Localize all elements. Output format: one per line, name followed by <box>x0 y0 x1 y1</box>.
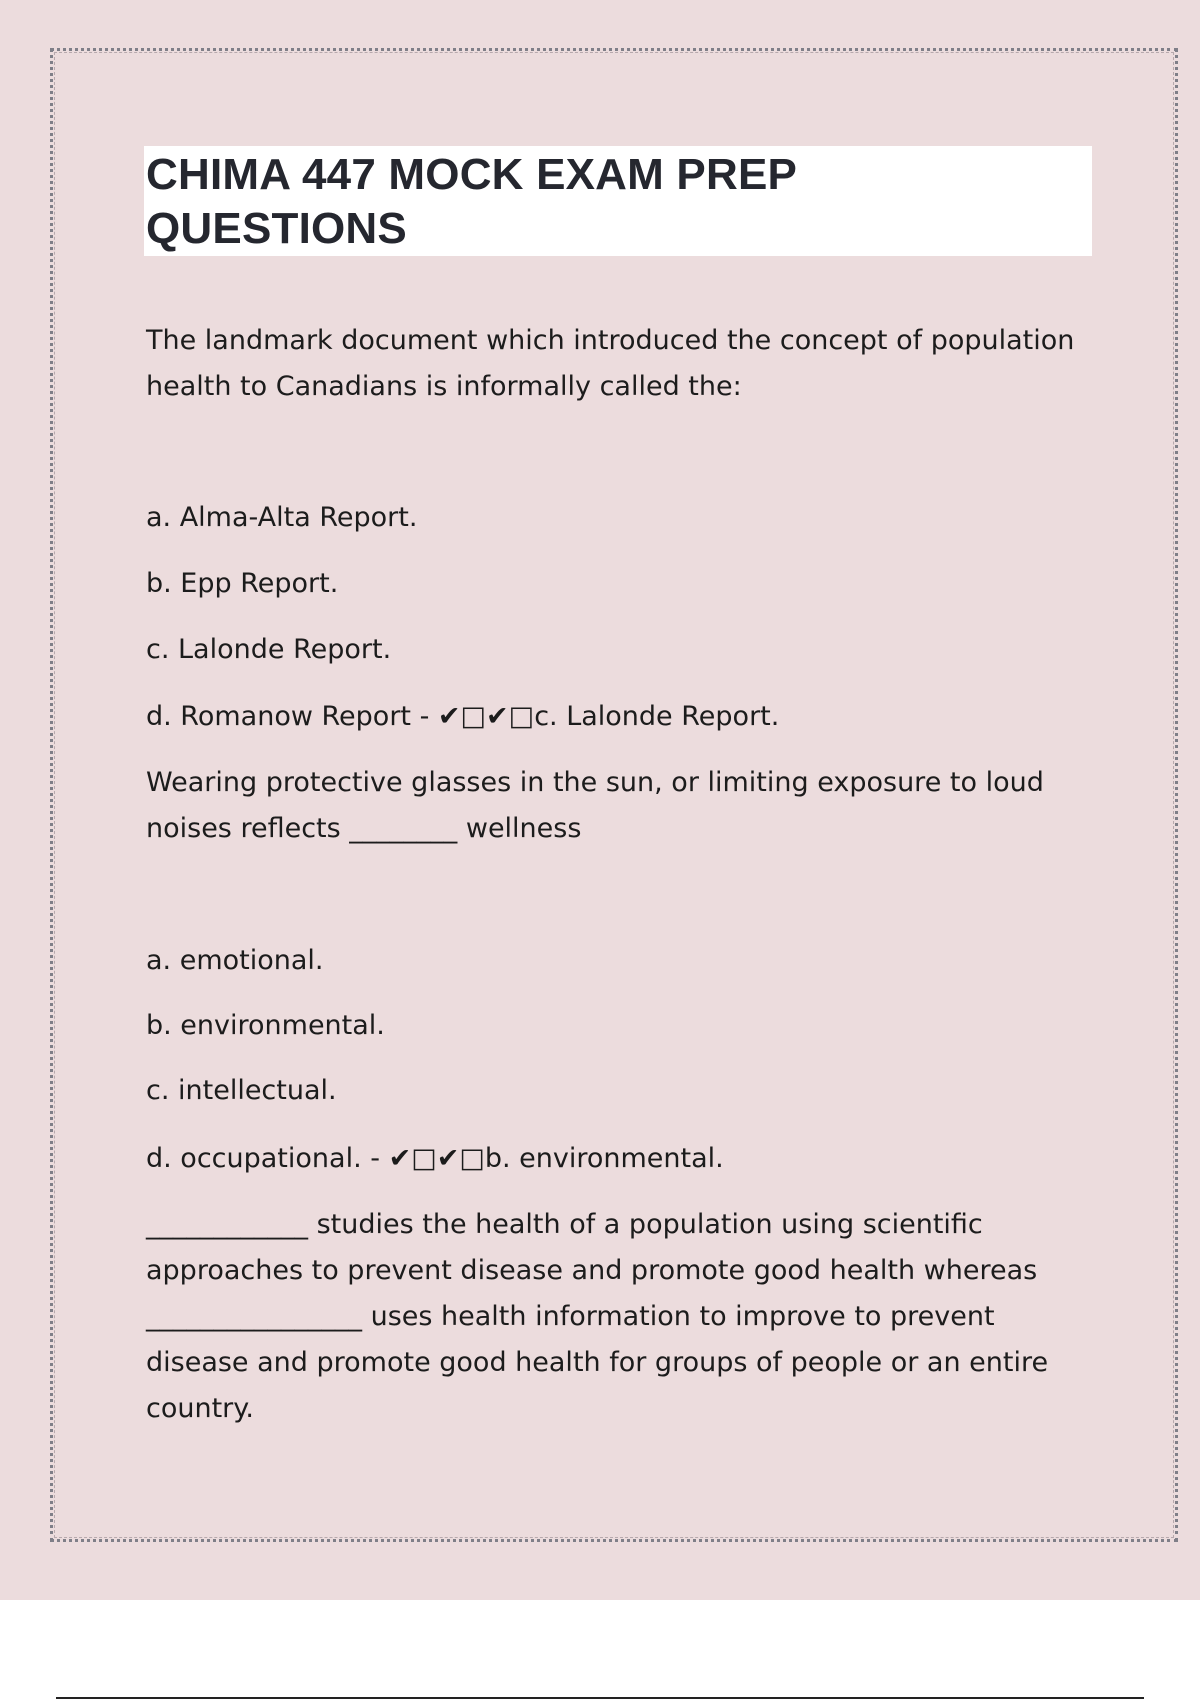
question-2-option-a: a. emotional. <box>146 945 324 976</box>
question-stem-line: disease and promote good health for groups of people or an entire <box>146 1347 1049 1378</box>
question-stem-line: approaches to prevent disease and promote good health whereas <box>146 1255 1038 1286</box>
question-stem-line: country. <box>146 1393 254 1424</box>
question-3-stem <box>146 1202 1076 1432</box>
question-2-stem <box>146 760 1076 852</box>
question-stem-line: noises reflects ________ wellness <box>146 813 582 844</box>
question-stem-line: The landmark document which introduced the concept of population <box>146 325 1075 356</box>
title-line-2: QUESTIONS <box>146 204 407 253</box>
question-2-option-b: b. environmental. <box>146 1010 385 1041</box>
question-stem-line: ________________ uses health information to improve to prevent <box>146 1301 995 1332</box>
question-1-option-c: c. Lalonde Report. <box>146 634 392 665</box>
footer-rule <box>56 1697 1144 1699</box>
question-1-option-a: a. Alma-Alta Report. <box>146 502 418 533</box>
question-stem-line: health to Canadians is informally called the: <box>146 371 742 402</box>
question-1-stem <box>146 318 1076 410</box>
question-2-option-c: c. intellectual. <box>146 1075 337 1106</box>
question-stem-line: ____________ studies the health of a population using scientific <box>146 1209 983 1240</box>
question-1-option-b: b. Epp Report. <box>146 568 339 599</box>
question-stem-line: Wearing protective glasses in the sun, or limiting exposure to loud <box>146 767 1044 798</box>
question-2-option-d-answer: d. occupational. - ✔□✔□b. environmental. <box>146 1143 724 1174</box>
question-1-option-d-answer: d. Romanow Report - ✔□✔□c. Lalonde Report. <box>146 701 780 732</box>
title-line-1: CHIMA 447 MOCK EXAM PREP <box>146 150 798 199</box>
page-title <box>146 148 1046 256</box>
